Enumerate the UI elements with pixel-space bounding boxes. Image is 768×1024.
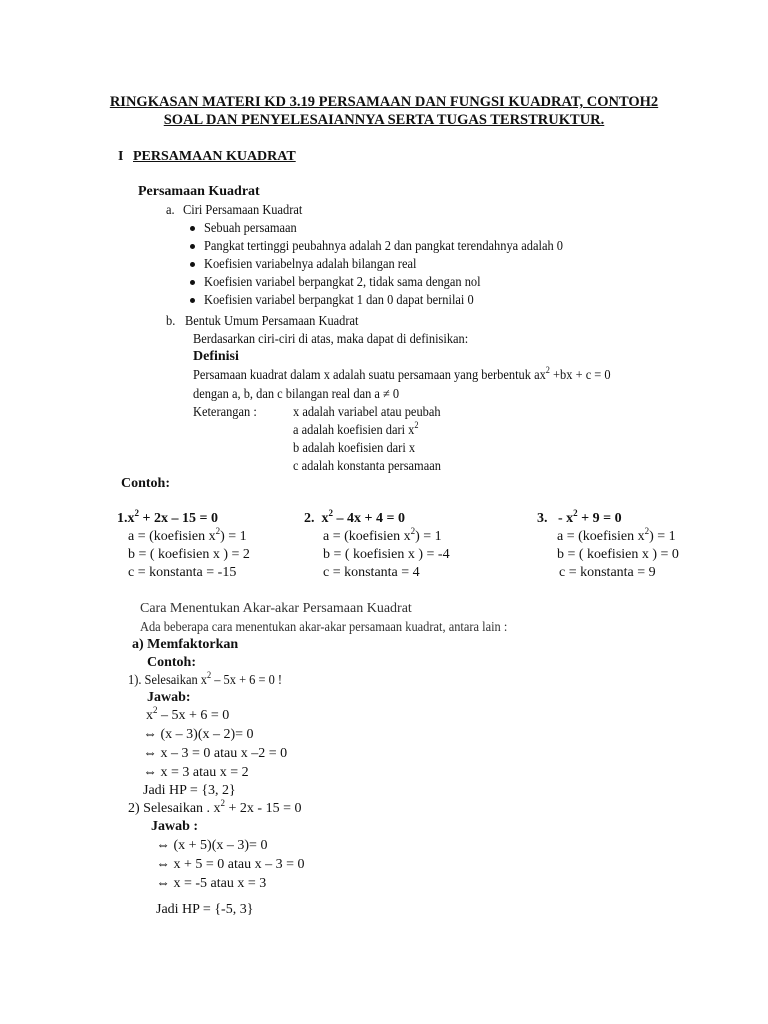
- bullet-item: Koefisien variabelnya adalah bilangan real: [204, 256, 417, 271]
- bullet-dot: [190, 262, 195, 267]
- jawab-2-label: Jawab :: [151, 819, 199, 834]
- solution-2-step: ⇔ x = -5 atau x = 3: [156, 876, 267, 891]
- solution-1-step: ⇔ x = 3 atau x = 2: [143, 765, 249, 780]
- example-1-b: b = ( koefisien x ) = 2: [128, 547, 250, 562]
- solution-1-result: Jadi HP = {3, 2}: [143, 783, 236, 798]
- cara-intro: Ada beberapa cara menentukan akar-akar persamaan kuadrat, antara lain :: [140, 619, 508, 634]
- example-1-c: c = konstanta = -15: [128, 565, 237, 580]
- definition-intro: Berdasarkan ciri-ciri di atas, maka dapat di definisikan:: [193, 331, 469, 346]
- keterangan-line: b adalah koefisien dari x: [293, 440, 416, 455]
- document-title-line-2: SOAL DAN PENYELESAIANNYA SERTA TUGAS TERSTRUKTUR.: [163, 112, 605, 128]
- solution-2-result: Jadi HP = {-5, 3}: [156, 902, 254, 917]
- solution-1-step: ⇔ (x – 3)(x – 2)= 0: [143, 727, 254, 742]
- bullet-item: Pangkat tertinggi peubahnya adalah 2 dan pangkat terendahnya adalah 0: [204, 238, 564, 253]
- item-a-label: a.: [166, 202, 175, 217]
- definition-line-2: dengan a, b, dan c bilangan real dan a ≠ 0: [193, 386, 400, 401]
- example-1-a: a = (koefisien $x^2) = 1$: [128, 526, 247, 544]
- question-1: 1). Selesaikan $x^2 - 5x + 6 = 0$ !: [128, 670, 283, 687]
- example-1-equation: $1.x^2 + 2x - 15 = 0$: [117, 508, 218, 526]
- cara-contoh-label: Contoh:: [147, 655, 197, 670]
- keterangan-line: a adalah koefisien dari $x^2$: [293, 420, 419, 437]
- example-3-c: c = konstanta = 9: [559, 565, 656, 580]
- bullet-item: Koefisien variabel berpangkat 2, tidak sama dengan nol: [204, 274, 481, 289]
- keterangan-label: Keterangan :: [193, 404, 257, 419]
- solution-1-step: ⇔ x – 3 = 0 atau x –2 = 0: [143, 746, 288, 761]
- method-a-heading: a) Memfaktorkan: [132, 637, 239, 652]
- bullet-item: Koefisien variabel berpangkat 1 dan 0 dapat bernilai 0: [204, 292, 474, 307]
- example-3-equation: 3. - $x^2 + 9 = 0$: [537, 508, 622, 526]
- item-b-label: b.: [166, 313, 176, 328]
- bullet-dot: [190, 298, 195, 303]
- item-a-title: Ciri Persamaan Kuadrat: [183, 202, 303, 217]
- definition-line-1: Persamaan kuadrat dalam x adalah suatu persamaan yang berbentuk $ax^2 +bx + c = 0$: [193, 365, 611, 382]
- cara-heading: Cara Menentukan Akar-akar Persamaan Kuadrat: [140, 601, 412, 616]
- document-title-line-1: RINGKASAN MATERI KD 3.19 PERSAMAAN DAN FUNGSI KUADRAT, CONTOH2: [109, 94, 659, 110]
- jawab-1-label: Jawab:: [147, 690, 191, 705]
- section-number: I: [118, 149, 124, 164]
- bullet-item: Sebuah persamaan: [204, 220, 297, 235]
- example-3-b: b = ( koefisien x ) = 0: [557, 547, 679, 562]
- example-2-equation: 2. $x^2 - 4x + 4 = 0$: [304, 508, 405, 526]
- solution-2-step: ⇔ x + 5 = 0 atau x – 3 = 0: [156, 857, 305, 872]
- example-2-b: b = ( koefisien x ) = -4: [323, 547, 450, 562]
- solution-2-step: ⇔ (x + 5)(x – 3)= 0: [156, 838, 268, 853]
- solution-1-step: $x^2 - 5x + 6 = 0$: [146, 705, 230, 723]
- example-3-a: a = (koefisien $x^2) = 1$: [557, 526, 676, 544]
- bullet-dot: [190, 244, 195, 249]
- item-b-title: Bentuk Umum Persamaan Kuadrat: [185, 313, 359, 328]
- example-2-a: a = (koefisien $x^2) = 1$: [323, 526, 442, 544]
- contoh-label: Contoh:: [121, 476, 171, 491]
- section-heading: PERSAMAAN KUADRAT: [133, 149, 296, 164]
- subheading: Persamaan Kuadrat: [138, 184, 260, 199]
- keterangan-line: c adalah konstanta persamaan: [293, 458, 441, 473]
- bullet-dot: [190, 280, 195, 285]
- bullet-dot: [190, 226, 195, 231]
- example-2-c: c = konstanta = 4: [323, 565, 420, 580]
- keterangan-line: x adalah variabel atau peubah: [293, 404, 441, 419]
- question-2: 2) Selesaikan . $x^2 + 2x - 15 = 0$: [128, 798, 302, 816]
- definition-label: Definisi: [193, 349, 239, 364]
